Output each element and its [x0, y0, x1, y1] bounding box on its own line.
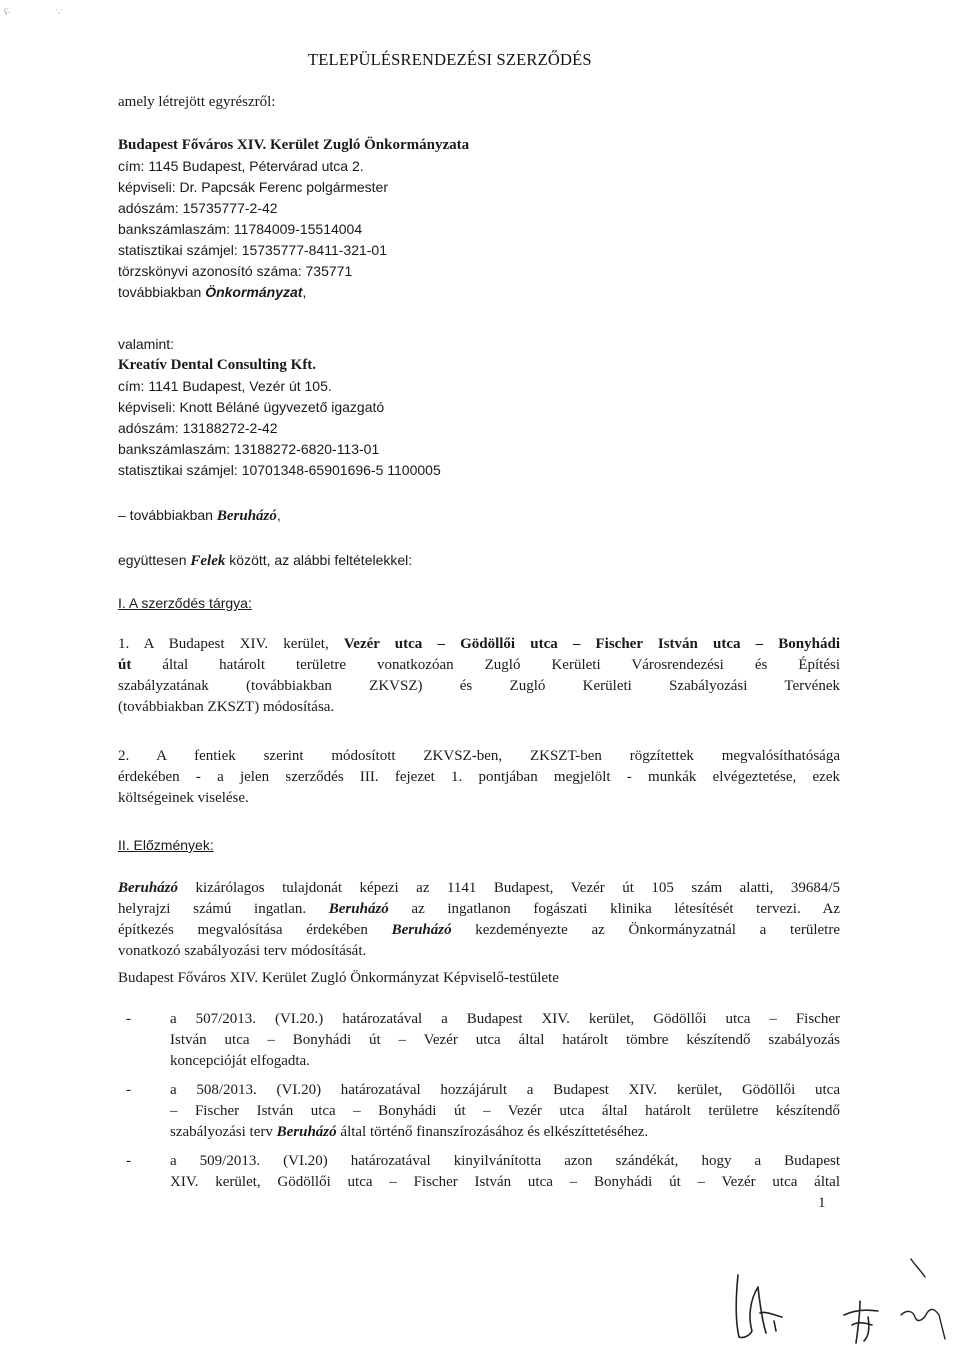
section1-p1-line: (továbbiakban ZKSZT) módosítása. — [118, 699, 335, 715]
party1-registry-id: törzskönyvi azonosító száma: 735771 — [118, 263, 353, 279]
document-title: TELEPÜLÉSRENDEZÉSI SZERZŐDÉS — [308, 50, 592, 69]
signature-initials-2 — [838, 1295, 884, 1347]
bullet-dash: - — [126, 1011, 131, 1027]
resolution-item — [170, 1080, 840, 1143]
section2-p1-line: vonatkozó szabályozási terv módosítását. — [118, 943, 367, 959]
party1-representative: képviseli: Dr. Papcsák Ferenc polgármester — [118, 179, 388, 195]
bullet-dash: - — [126, 1082, 131, 1098]
signature-initials-3 — [895, 1255, 955, 1345]
party2-address: cím: 1141 Budapest, Vezér út 105. — [118, 378, 332, 394]
party1-block — [118, 135, 840, 303]
party1-stat-number: statisztikai számjel: 15735777-8411-321-01 — [118, 242, 388, 258]
corner-mark-left: ç. — [4, 5, 11, 15]
party2-bank-account: bankszámlaszám: 13188272-6820-113-01 — [118, 441, 380, 457]
party1-bank-account: bankszámlaszám: 11784009-15514004 — [118, 221, 363, 237]
resolution-line: a 509/2013. (VI.20) határozatával kinyilvánította azon szándékát, hogy a Budapest — [170, 1153, 840, 1169]
resolution-line: István utca – Bonyhádi út – Vezér utca által határolt tömbre készítendő szabályozás — [170, 1032, 840, 1048]
resolution-line: koncepcióját elfogadta. — [170, 1053, 310, 1069]
party2-representative: képviseli: Knott Béláné ügyvezető igazgató — [118, 399, 385, 415]
section1-heading: I. A szerződés tárgya: — [118, 595, 252, 611]
party1-short-name: Önkormányzat — [205, 284, 303, 300]
corner-mark-right: ·,· — [55, 5, 64, 15]
section1-p1-line: út által határolt területre vonatkozóan Zugló Kerületi Városrendezési és Építési — [118, 657, 840, 673]
section1-p1-line: 1. A Budapest XIV. kerület, Vezér utca – Gödöllői utca – Fischer István utca – Bonyhádi — [118, 636, 840, 652]
resolution-line: a 507/2013. (VI.20.) határozatával a Budapest XIV. kerület, Gödöllői utca – Fischer — [170, 1011, 840, 1027]
party2-name: Kreatív Dental Consulting Kft. — [118, 357, 317, 373]
felek-term: Felek — [190, 553, 226, 569]
section1-paragraph2 — [118, 746, 840, 809]
resolution-line: – Fischer István utca – Bonyhádi út – Vezér utca által határolt területre készítendő — [170, 1103, 840, 1119]
party2-hereafter: – továbbiakban Beruházó, — [118, 507, 281, 524]
resolution-line: XIV. kerület, Gödöllői utca – Fischer István utca – Bonyhádi út – Vezér utca által — [170, 1174, 840, 1190]
section1-paragraph1 — [118, 634, 840, 718]
intro-text: amely létrejött egyrészről: — [118, 94, 276, 110]
section2-paragraph1 — [118, 878, 840, 962]
party1-tax-number: adószám: 15735777-2-42 — [118, 200, 278, 216]
valamint-text: valamint: — [118, 336, 175, 352]
resolution-item — [170, 1009, 840, 1072]
page-number: 1 — [818, 1195, 826, 1211]
section1-p2-line: érdekében - a jelen szerződés III. fejezet 1. pontjában megjelölt - munkák elvégeztetése, ezek — [118, 769, 840, 785]
resolution-item — [170, 1151, 840, 1193]
council-text: Budapest Főváros XIV. Kerület Zugló Önkormányzat Képviselő-testülete — [118, 970, 559, 986]
bullet-dash: - — [126, 1153, 131, 1169]
section2-p1-line: építkezés megvalósítása érdekében Beruházó kezdeményezte az Önkormányzatnál a területre — [118, 922, 841, 938]
section1-p1-line: szabályzatának (továbbiakban ZKVSZ) és Zugló Kerületi Szabályozási Tervének — [118, 678, 840, 694]
party2-tax-number: adószám: 13188272-2-42 — [118, 420, 278, 436]
party1-hereafter: továbbiakban Önkormányzat, — [118, 284, 307, 300]
together-text: együttesen Felek között, az alábbi feltételekkel: — [118, 552, 413, 569]
party1-address: cím: 1145 Budapest, Pétervárad utca 2. — [118, 158, 364, 174]
section1-p2-line: költségeinek viselése. — [118, 790, 249, 806]
section1-p2-line: 2. A fentiek szerint módosított ZKVSZ-ben, ZKSZT-ben rögzítettek megvalósíthatósága — [118, 748, 840, 764]
resolution-line: a 508/2013. (VI.20) határozatával hozzájárult a Budapest XIV. kerület, Gödöllői utca — [170, 1082, 840, 1098]
section2-p1-line: helyrajzi számú ingatlan. Beruházó az ingatlanon fogászati klinika létesítését tervezi. Az — [118, 901, 841, 917]
resolution-line: szabályozási terv Beruházó által történő finanszírozásához és elkészíttetéséhez. — [170, 1124, 649, 1140]
party1-name: Budapest Főváros XIV. Kerület Zugló Önkormányzata — [118, 137, 470, 153]
party2-short-name: Beruházó — [216, 508, 277, 524]
section2-heading: II. Előzmények: — [118, 837, 214, 853]
party2-block — [118, 355, 840, 481]
signature-initials-1 — [730, 1265, 790, 1345]
party2-stat-number: statisztikai számjel: 10701348-65901696-5 1100005 — [118, 462, 441, 478]
section2-p1-line: Beruházó kizárólagos tulajdonát képezi az 1141 Budapest, Vezér út 105 szám alatti, 39684/5 — [118, 880, 840, 896]
